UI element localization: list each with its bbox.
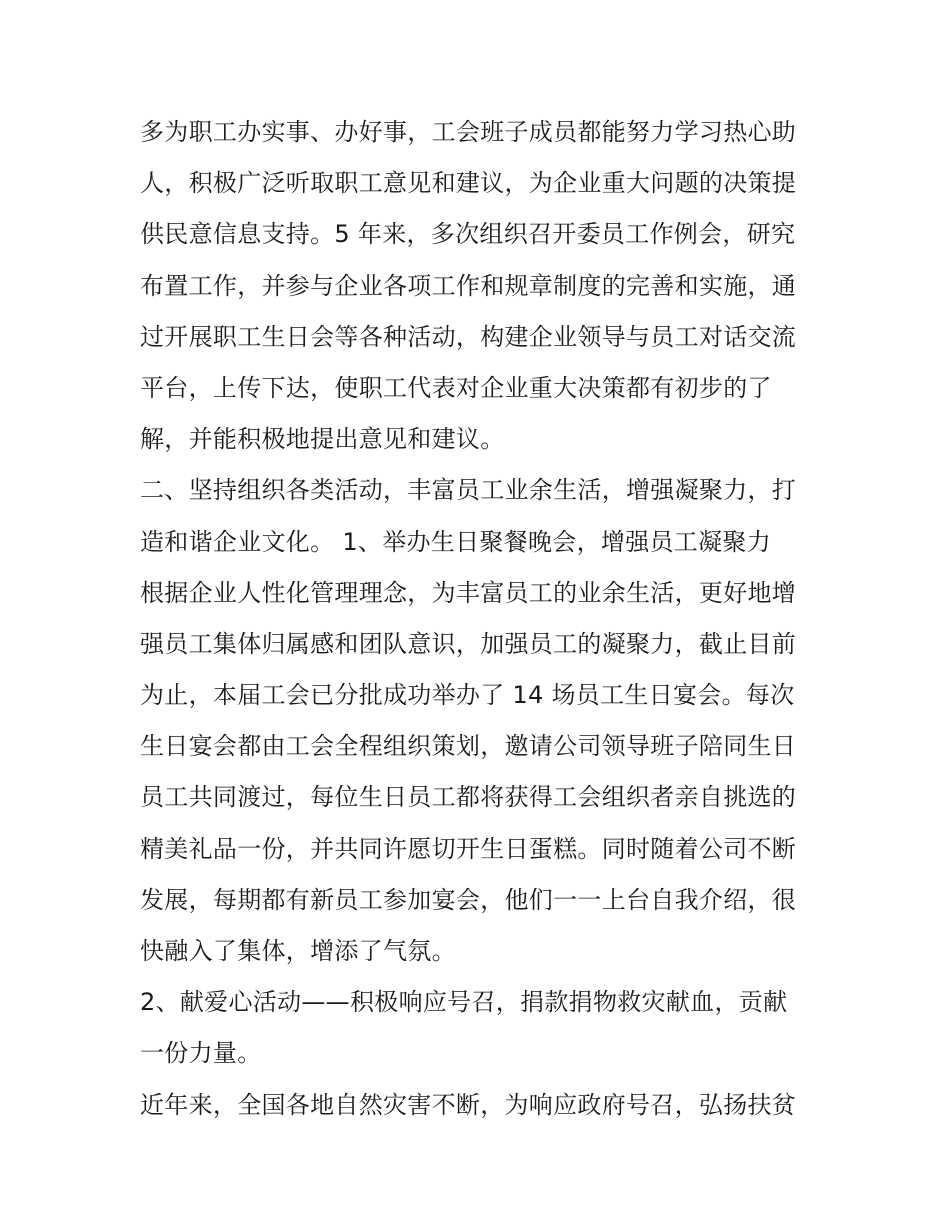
text-line: 布置工作，并参与企业各项工作和规章制度的完善和实施，通	[140, 271, 797, 300]
section-heading-line: 二、坚持组织各类活动，丰富员工业余生活，增强凝聚力，打	[140, 476, 797, 505]
subsection-heading-line: 一份力量。	[140, 1039, 262, 1068]
text-line: 根据企业人性化管理理念，为丰富员工的业余生活，更好地增	[140, 578, 797, 607]
text-line: 生日宴会都由工会全程组织策划，邀请公司领导班子陪同生日	[140, 732, 797, 761]
text-line: 平台，上传下达，使职工代表对企业重大决策都有初步的了	[140, 373, 772, 402]
text-line: 供民意信息支持。5 年来，多次组织召开委员工作例会，研究	[140, 220, 796, 249]
text-line: 多为职工办实事、办好事，工会班子成员都能努力学习热心助	[140, 118, 797, 146]
text-line: 发展，每期都有新员工参加宴会，他们一一上台自我介绍，很	[140, 885, 797, 914]
section-heading-line: 造和谐企业文化。 1、举办生日聚餐晚会，增强员工凝聚力	[140, 527, 771, 556]
text-line: 快融入了集体，增添了气氛。	[140, 937, 456, 965]
text-line: 近年来，全国各地自然灾害不断，为响应政府号召，弘扬扶贫	[140, 1090, 797, 1119]
text-line: 精美礼品一份，并共同许愿切开生日蛋糕。同时随着公司不断	[140, 834, 797, 863]
subsection-heading-line: 2、献爱心活动——积极响应号召，捐款捐物救灾献血，贡献	[140, 988, 788, 1017]
text-line: 为止，本届工会已分批成功举办了 14 场员工生日宴会。每次	[140, 681, 795, 710]
text-line: 强员工集体归属感和团队意识，加强员工的凝聚力，截止目前	[140, 629, 797, 658]
text-line: 过开展职工生日会等各种活动，构建企业领导与员工对话交流	[140, 322, 797, 351]
text-line: 员工共同渡过，每位生日员工都将获得工会组织者亲自挑选的	[140, 783, 797, 812]
text-line: 人，积极广泛听取职工意见和建议，为企业重大问题的决策提	[140, 169, 797, 198]
body-text	[140, 107, 820, 1131]
text-line: 解，并能积极地提出意见和建议。	[140, 425, 505, 454]
